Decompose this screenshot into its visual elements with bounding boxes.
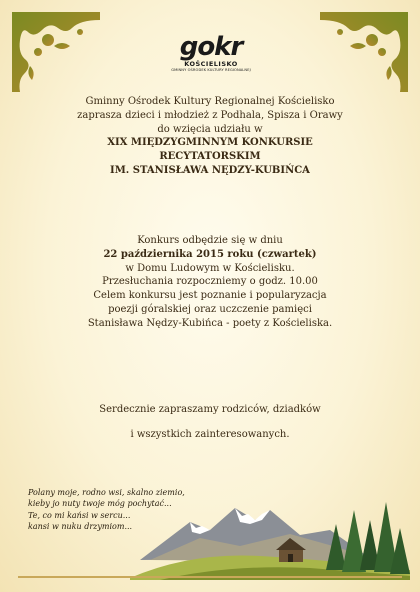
gokr-logo — [170, 34, 252, 73]
logo-subtitle: GMINNY OŚRODEK KULTURY REGIONALNEJ — [171, 68, 251, 72]
contest-title-line: XIX MIĘDZYGMINNYM KONKURSIE — [107, 137, 313, 149]
poem-line: Te, co mi kańsi w sercu... — [28, 510, 131, 520]
invite-line: Serdecznie zapraszamy rodziców, dziadków — [99, 404, 321, 415]
poem-line: kieby jo nuty twoje móg pochytać... — [28, 499, 172, 509]
poem-line: kansi w nuku drzymiom... — [28, 521, 133, 531]
contest-title-line: IM. STANISŁAWA NĘDZY-KUBIŃCA — [110, 164, 310, 176]
event-info — [0, 234, 420, 331]
invite-line: i wszystkich zainteresowanych. — [130, 428, 290, 440]
logo-mark: gokr — [179, 32, 243, 62]
poem-line: Polany moje, rodno wsi, skalno ziemio, — [28, 488, 185, 497]
invitation — [0, 403, 420, 442]
event-date: 22 października 2015 roku (czwartek) — [103, 248, 317, 260]
intro-line: do wzięcia udziału w — [157, 123, 263, 135]
info-line: Celem konkursu jest poznanie i popularyzacja — [93, 290, 327, 302]
contest-title-line: RECYTATORSKIM — [159, 151, 261, 163]
logo-name: KOŚCIELISKO — [184, 60, 238, 68]
intro-line: zaprasza dzieci i młodzież z Podhala, Spisza i Orawy — [77, 109, 343, 121]
folk-ornament-corner-left — [10, 10, 102, 94]
info-line: Stanisława Nędzy-Kubińca - poety z Kościeliska. — [87, 317, 333, 329]
info-line: w Domu Ludowym w Kościelisku. — [125, 262, 295, 274]
folk-ornament-corner-right — [318, 10, 410, 94]
info-line: Przesłuchania rozpoczniemy o godz. 10.00 — [102, 276, 318, 288]
info-line: poezji góralskiej oraz uczczenie pamięci — [108, 303, 312, 315]
info-line: Konkurs odbędzie się w dniu — [137, 235, 283, 246]
intro-section — [0, 95, 420, 178]
intro-line: Gminny Ośrodek Kultury Regionalnej Kościelisko — [85, 96, 335, 107]
mountain-landscape-illustration — [130, 480, 410, 580]
footer-rule — [18, 576, 402, 578]
